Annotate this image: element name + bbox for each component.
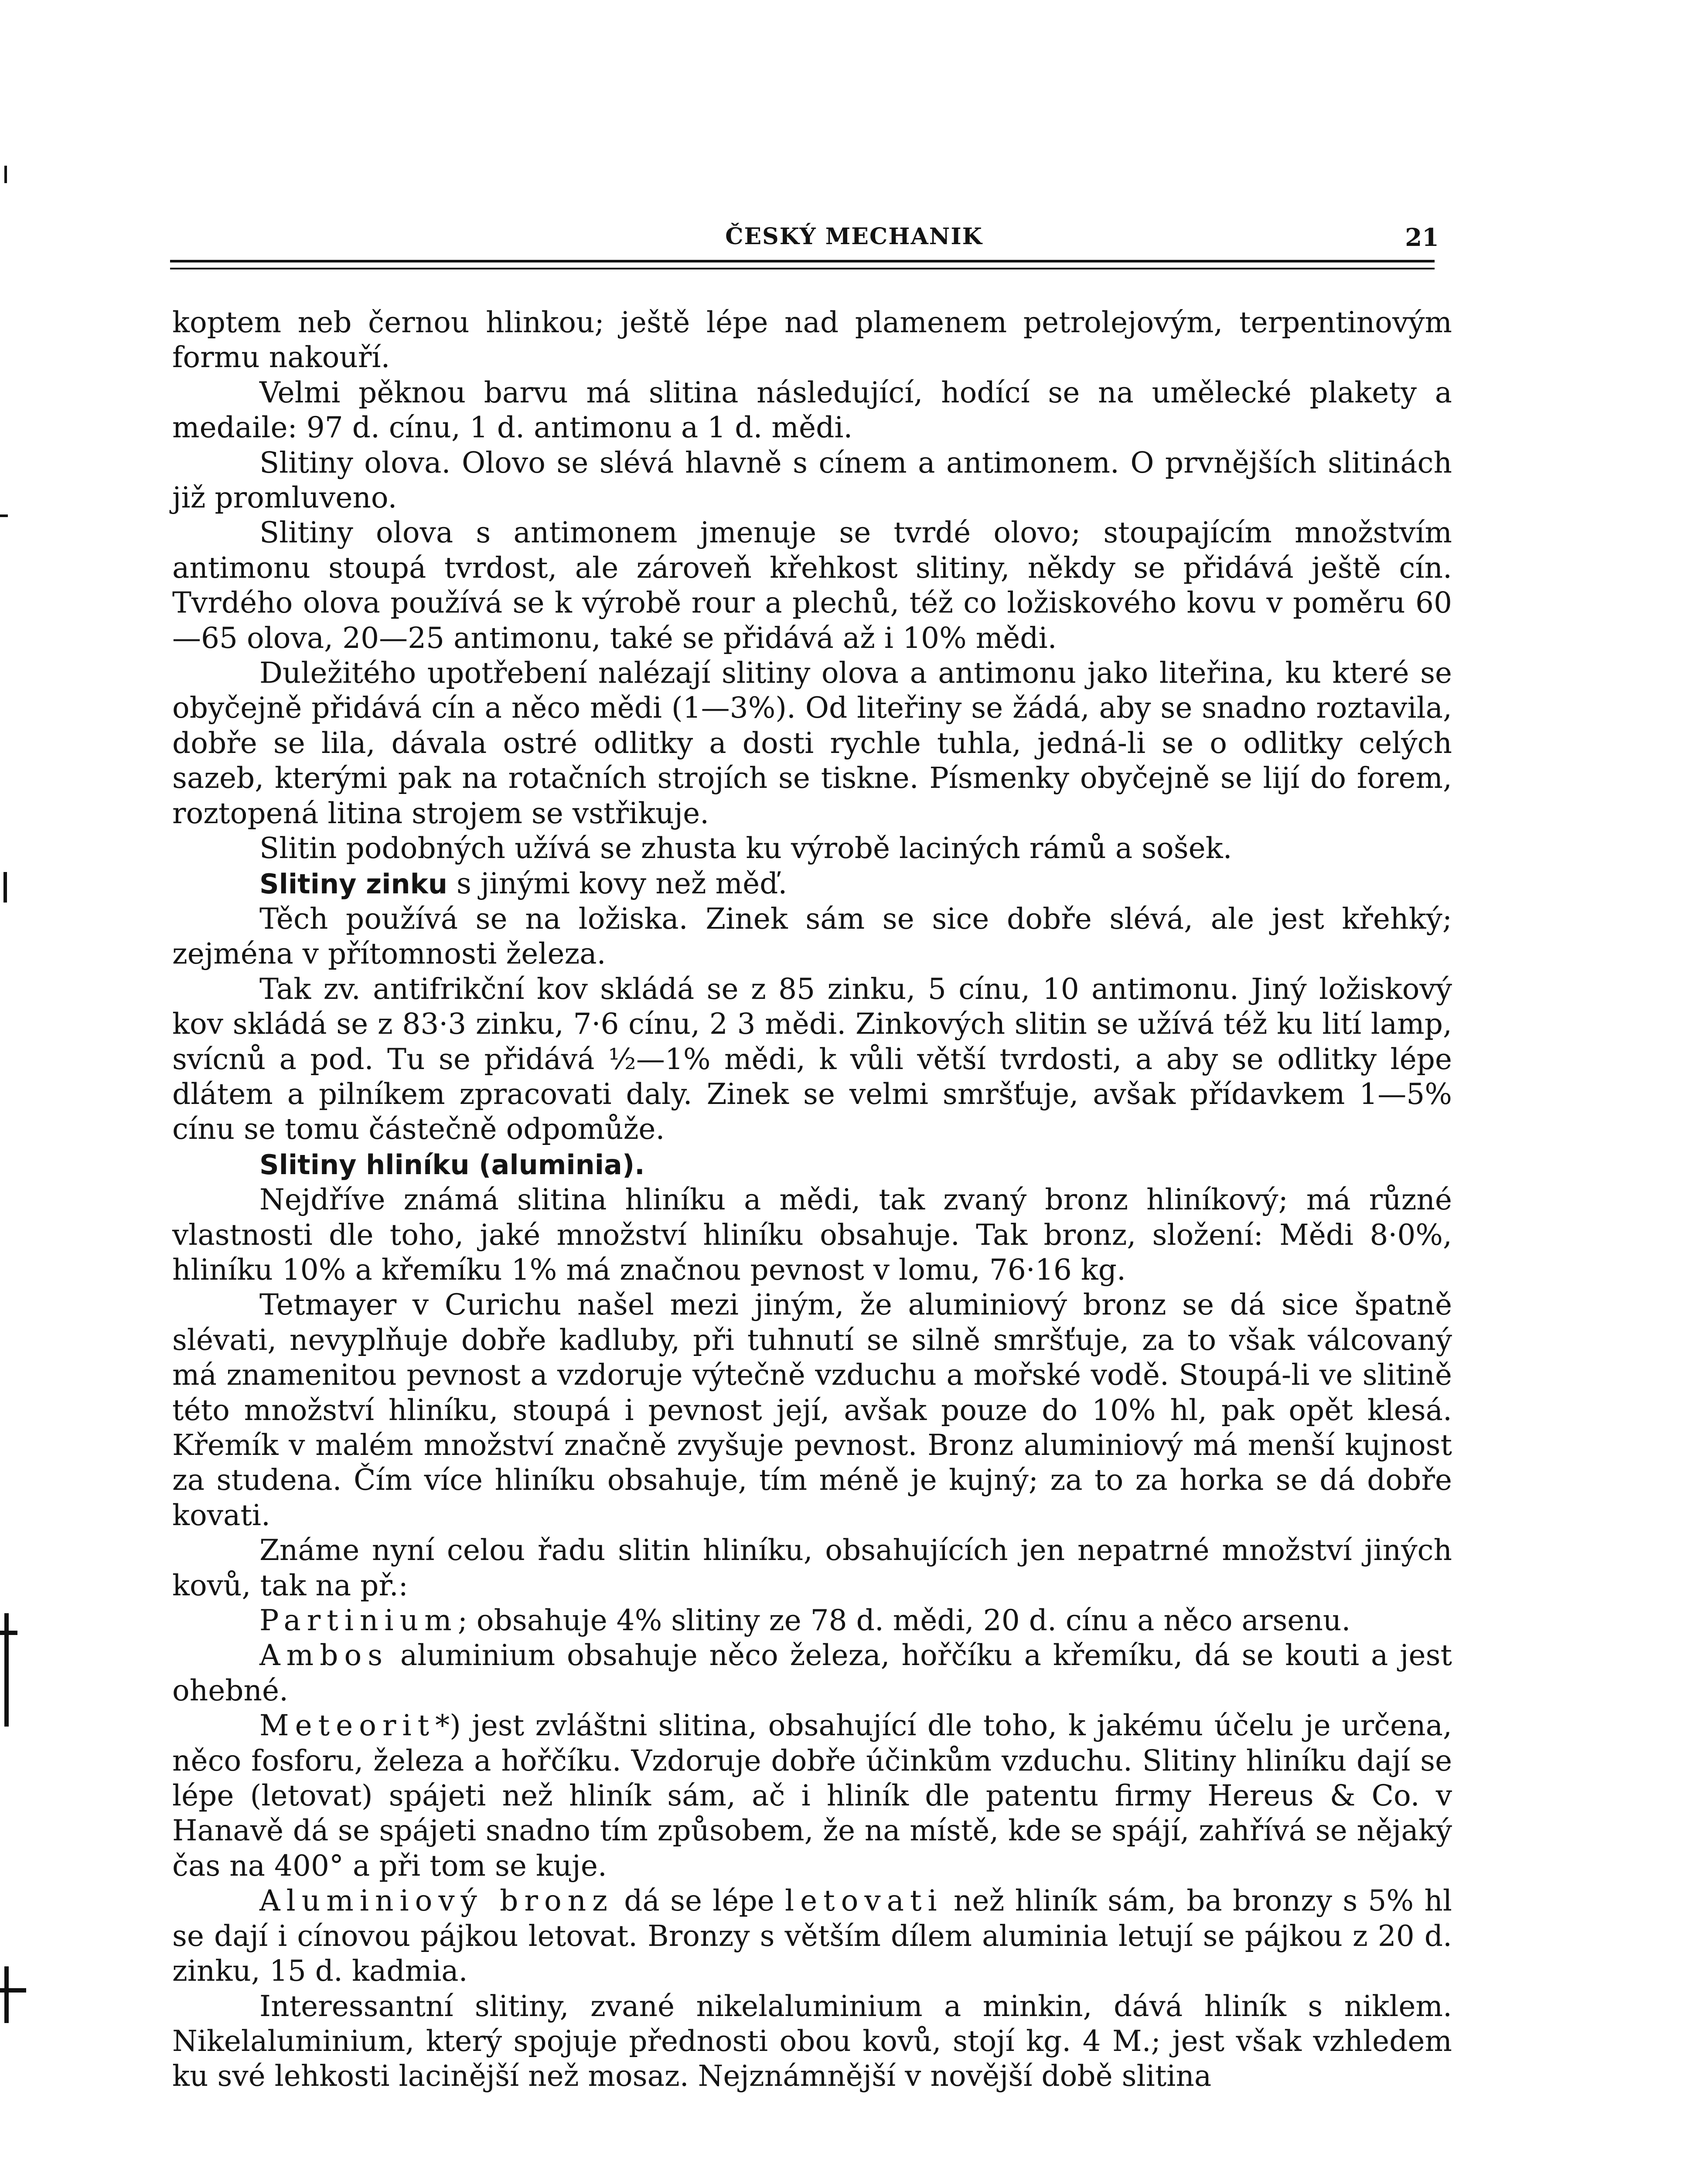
body-text: [172, 305, 1452, 2094]
paragraph: Nejdříve známá slitina hliníku a mědi, tak zvaný bronz hliníkový; má různé vlastnosti dle toho, jaké množství hliníku obsahuje. Tak bronz, složení: Mědi 8·0%, hliníku 10% a křemíku 1% má značnou pevnost v lomu, 76·16 kg.: [172, 1183, 1452, 1287]
paragraph: Těch používá se na ložiska. Zinek sám se sice dobře slévá, ale jest křehký; zejména v přítomnosti železa.: [172, 902, 1452, 971]
paragraph-text: dá se lépe: [613, 1884, 785, 1918]
term-partinium: Partinium: [259, 1604, 458, 1638]
margin-mark: [4, 1613, 9, 1727]
paragraph: Slitin podobných užívá se zhusta ku výrobě laciných rámů a sošek.: [259, 831, 1232, 865]
margin-mark: [0, 514, 8, 517]
paragraph-text: aluminium obsahuje něco železa, hořčíku a křemíku, dá se kouti a jest ohebné.: [172, 1638, 1452, 1707]
paragraph-text: ; obsahuje 4% slitiny ze 78 d. mědi, 20 d. cínu a něco arsenu.: [457, 1604, 1351, 1638]
section-heading-aluminium: Slitiny hliníku (aluminia).: [259, 1148, 645, 1181]
term-meteorit: Meteorit: [259, 1709, 436, 1743]
header-rule-bottom: [170, 268, 1435, 269]
margin-mark: [4, 1966, 9, 2023]
margin-mark: [3, 872, 7, 903]
margin-mark: [4, 166, 7, 183]
term-letovati: letovati: [784, 1884, 943, 1918]
paragraph-text: *) jest zvláštni slitina, obsahující dle toho, k jakému účelu je určena, něco fosforu, železa a hořčíku. Vzdoruje dobře účinkům vzduchu. Slitiny hliníku dají se lépe (letovat) spájeti než hliník sám, ač i hliník dle patentu firmy Hereus & Co. v Hanavě dá se spájeti snadno tím způsobem, že na místě, kde se spájí, zahřívá se nějaký čas na 400° a při tom se kuje.: [172, 1709, 1452, 1883]
heading-continuation: s jinými kovy než měď.: [447, 866, 788, 900]
margin-mark: [0, 1988, 26, 1993]
paragraph: Slitiny olova s antimonem jmenuje se tvrdé olovo; stoupajícím množstvím antimonu stoupá tvrdost, ale zároveň křehkost slitiny, někdy se přidává ještě cín. Tvrdého olova používá se k výrobě rour a plechů, též co ložiskového kovu v poměru 60—65 olova, 20—25 antimonu, také se přidává až i 10% mědi.: [172, 516, 1452, 655]
paragraph: Tetmayer v Curichu našel mezi jiným, že aluminiový bronz se dá sice špatně slévati, nevyplňuje dobře kadluby, při tuhnutí se silně smršťuje, za to však válcovaný má znamenitou pevnost a vzdoruje výtečně vzduchu a mořské vodě. Stoupá-li ve slitině této množství hliníku, stoupá i pevnost její, avšak pouze do 10% hl, pak opět klesá. Křemík v malém množství značně zvyšuje pevnost. Bronz aluminiový má menší kujnost za studena. Čím více hliníku obsahuje, tím méně je kujný; za to za horka se dá dobře kovati.: [172, 1288, 1452, 1532]
paragraph: [172, 1884, 1452, 1989]
running-header-title: ČESKÝ MECHANIK: [725, 223, 983, 250]
paragraph: [172, 1708, 1452, 1884]
paragraph: Tak zv. antifrikční kov skládá se z 85 zinku, 5 cínu, 10 antimonu. Jiný ložiskový kov skládá se z 83·3 zinku, 7·6 cínu, 2 3 mědi. Zinkových slitin se užívá též ku lití lamp, svícnů a pod. Tu se přidává ½—1% mědi, k vůli větší tvrdosti, a aby se odlitky lépe dlátem a pilníkem zpracovati daly. Zinek se velmi smršťuje, avšak přídavkem 1—5% cínu se tomu částečně odpomůže.: [172, 972, 1452, 1146]
paragraph: [172, 1638, 1452, 1708]
paragraph: Slitiny olova. Olovo se slévá hlavně s cínem a antimonem. O prvnějších slitinách již promluveno.: [172, 446, 1452, 515]
paragraph: Známe nyní celou řadu slitin hliníku, obsahujících jen nepatrné množství jiných kovů, tak na př.:: [172, 1533, 1452, 1602]
section-heading-zinc: Slitiny zinku: [259, 868, 448, 900]
paragraph: koptem neb černou hlinkou; ještě lépe nad plamenem petrolejovým, terpentinovým formu nakouří.: [172, 306, 1452, 375]
paragraph: Duležitého upotřebení nalézají slitiny olova a antimonu jako liteřina, ku které se obyčejně přidává cín a něco mědi (1—3%). Od liteřiny se žádá, aby se snadno roztavila, dobře se lila, dávala ostré odlitky a dosti rychle tuhla, jedná-li se o odlitky celých sazeb, kterými pak na rotačních strojích se tiskne. Písmenky obyčejně se lijí do forem, roztopená litina strojem se vstřikuje.: [172, 656, 1452, 830]
term-aluminium-bronze: Aluminiový bronz: [259, 1884, 614, 1918]
margin-mark: [0, 1631, 17, 1635]
header-rule-top: [170, 260, 1435, 262]
paragraph: [172, 866, 1452, 902]
paragraph: [172, 1603, 1452, 1638]
paragraph: Interessantní slitiny, zvané nikelaluminium a minkin, dává hliník s niklem. Nikelaluminium, který spojuje přednosti obou kovů, stojí kg. 4 M.; jest však vzhledem ku své lehkosti lacinější než mosaz. Nejznámnější v novější době slitina: [172, 1989, 1452, 2093]
page-number: 21: [1405, 223, 1439, 252]
term-ambos: Ambos: [259, 1638, 389, 1672]
paragraph: [172, 1147, 1452, 1182]
paragraph-text: než hliník sám, ba bronzy s 5% hl se dají i cínovou pájkou letovat. Bronzy s větším dílem aluminia letují se pájkou z 20 d. zinku, 15 d. kadmia.: [172, 1884, 1452, 1988]
paragraph: Velmi pěknou barvu má slitina následující, hodící se na umělecké plakety a medaile: 97 d. cínu, 1 d. antimonu a 1 d. mědi.: [172, 375, 1452, 445]
